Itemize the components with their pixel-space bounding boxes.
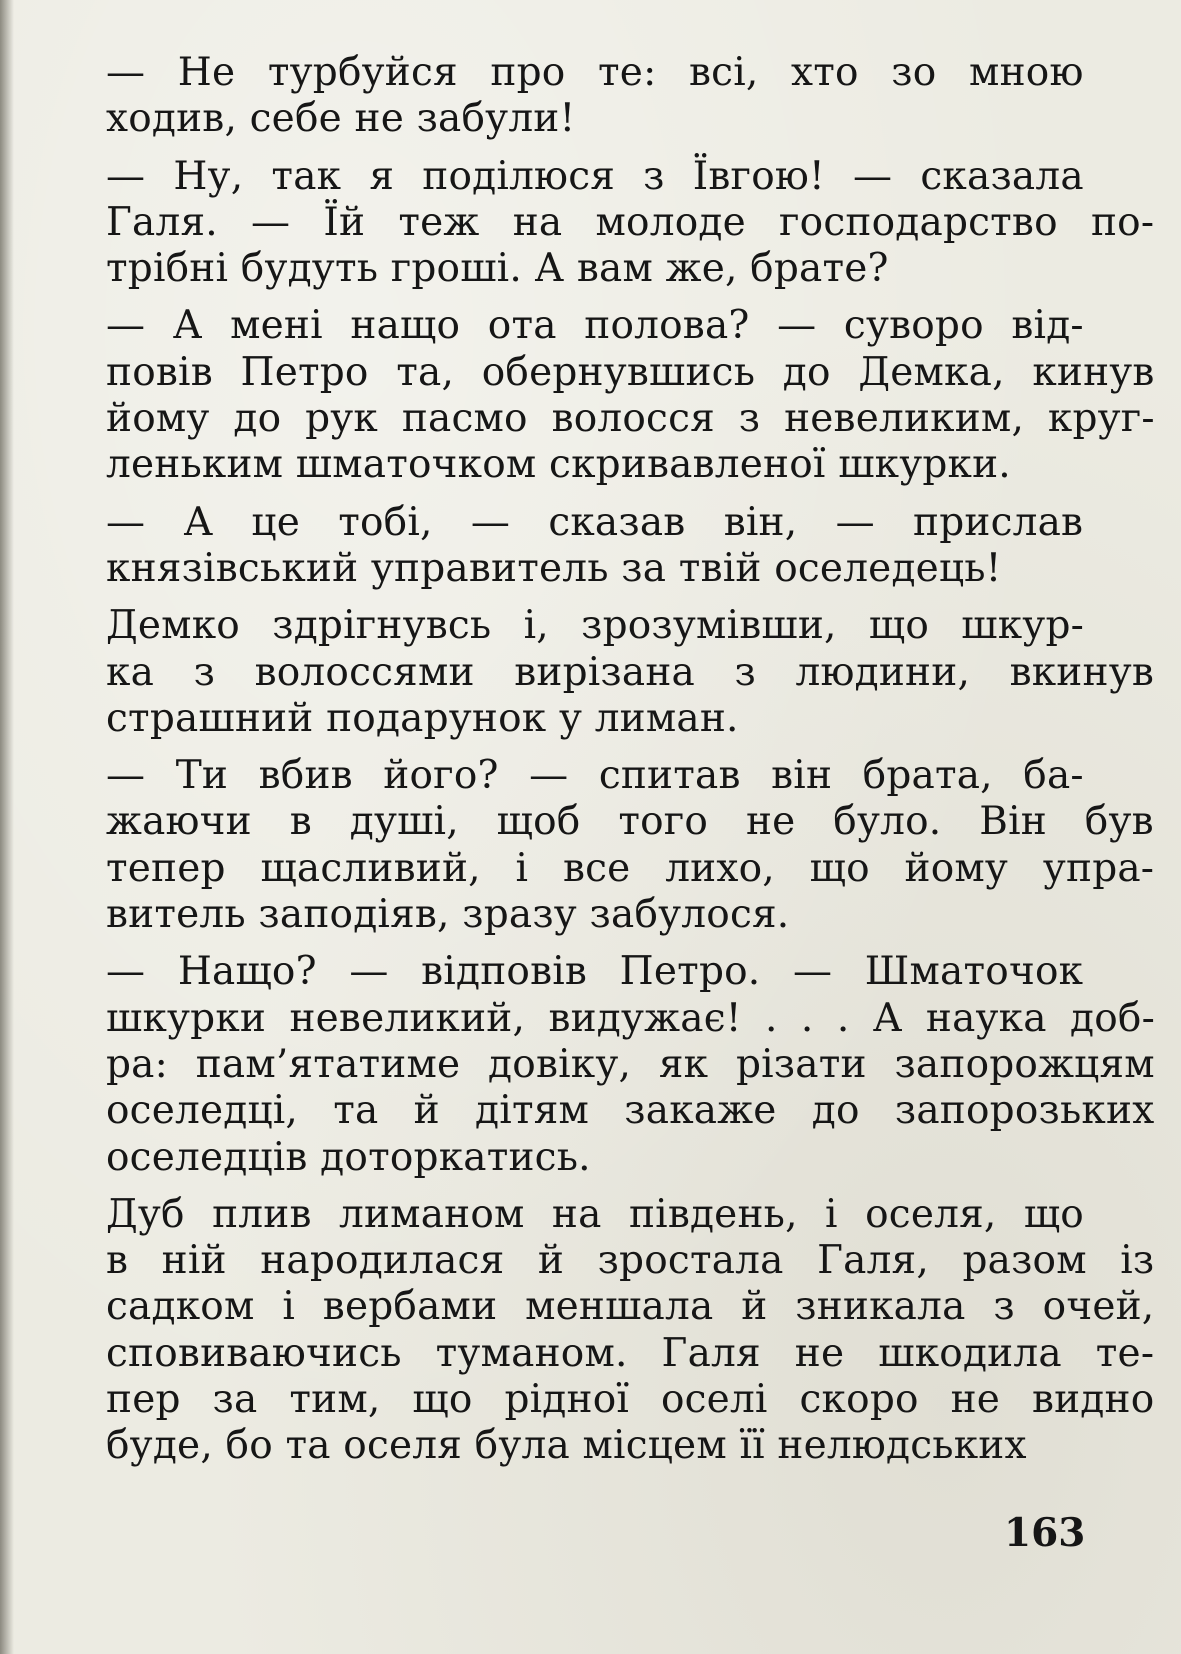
text-line: Галя. — Їй теж на молоде господарство по- bbox=[106, 199, 1155, 245]
paragraph bbox=[36, 303, 1155, 488]
text-line: жаючи в душі, щоб того не було. Він був bbox=[106, 799, 1154, 845]
paragraph bbox=[36, 603, 1154, 742]
paragraph bbox=[36, 153, 1155, 293]
text-line: — Не турбуйся про те: всі, хто зо мною bbox=[106, 50, 1084, 95]
text-line: йому до рук пасмо волосся з невеликим, круг- bbox=[106, 396, 1155, 442]
text-line: в ній народилася й зростала Галя, разом із bbox=[106, 1238, 1155, 1284]
text-line: повів Петро та, обернувшись до Демка, кинув bbox=[106, 349, 1155, 395]
body-text bbox=[36, 50, 1155, 1481]
text-line: пер за тим, що рідної оселі скоро не видно bbox=[106, 1377, 1155, 1423]
text-line: князівський управитель за твій оселедець! bbox=[106, 545, 1002, 591]
page-spine-shadow bbox=[0, 0, 14, 1654]
page-number: 163 bbox=[1004, 1510, 1086, 1556]
text-line: — Нащо? — відповів Петро. — Шматочок bbox=[106, 949, 1084, 995]
text-line: Дуб плив лиманом на південь, і оселя, що bbox=[106, 1191, 1084, 1237]
text-line: Демко здрігнувсь і, зрозумівши, що шкур- bbox=[106, 603, 1084, 649]
text-line: — Ну, так я поділюся з Ївгою! — сказала bbox=[106, 153, 1084, 199]
paragraph bbox=[36, 499, 1084, 593]
text-line: буде, бо та оселя була місцем її нелюдських bbox=[106, 1423, 1027, 1469]
text-line: тепер щасливий, і все лихо, що йому упра- bbox=[106, 845, 1155, 891]
text-line: ра: пам’ятатиме довіку, як різати запорожцям bbox=[106, 1041, 1155, 1087]
paragraph bbox=[36, 949, 1155, 1180]
text-line: леньким шматочком скривавленої шкурки. bbox=[106, 442, 1011, 488]
paragraph bbox=[36, 50, 1084, 143]
paragraph bbox=[36, 753, 1155, 938]
text-line: шкурки невеликий, видужає! . . . А наука доб- bbox=[106, 995, 1155, 1041]
text-line: оселедців доторкатись. bbox=[106, 1134, 591, 1180]
text-line: витель заподіяв, зразу забулося. bbox=[106, 892, 790, 938]
text-line: — А це тобі, — сказав він, — прислав bbox=[106, 499, 1084, 545]
text-line: ходив, себе не забули! bbox=[106, 96, 576, 142]
text-line: страшний подарунок у лиман. bbox=[106, 695, 739, 741]
text-line: ка з волоссями вирізана з людини, вкинув bbox=[106, 649, 1154, 695]
text-line: — А мені нащо ота полова? — суворо від- bbox=[106, 303, 1084, 349]
text-line: — Ти вбив його? — спитав він брата, ба- bbox=[106, 753, 1084, 799]
text-line: оселедці, та й дітям закаже до запорозьких bbox=[106, 1088, 1155, 1134]
text-line: трібні будуть гроші. А вам же, брате? bbox=[106, 246, 889, 292]
text-line: садком і вербами меншала й зникала з очей, bbox=[106, 1284, 1155, 1330]
text-line: сповиваючись туманом. Галя не шкодила те- bbox=[106, 1330, 1155, 1376]
paragraph bbox=[36, 1191, 1155, 1470]
